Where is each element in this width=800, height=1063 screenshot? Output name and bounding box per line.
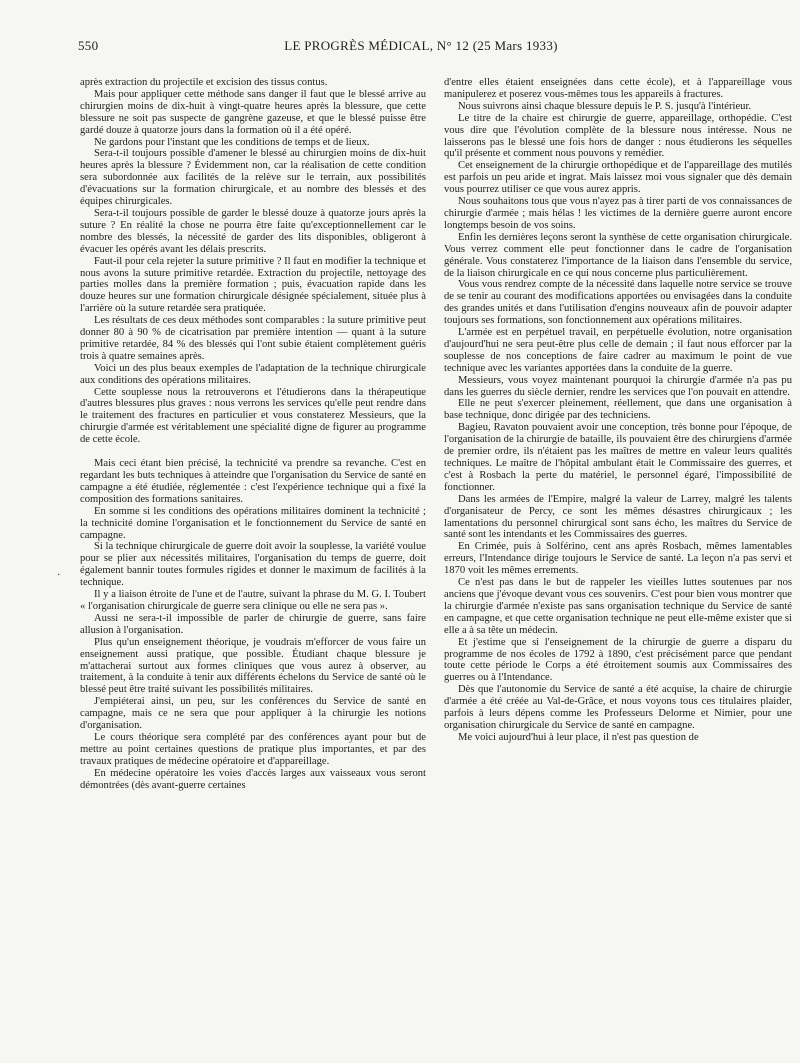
- paragraph: Sera-t-il toujours possible d'amener le blessé au chirurgien moins de dix-huit heures après la blessure ? Évidemment non, car la réalisation de cette condition sera subordonnée aux facilités de la relève sur le terrain, aux possibilités d'évacuations sur la formation chirurgicale, et au nombre des blessés et des équipes chirurgicales.: [80, 148, 426, 208]
- paragraph: Sera-t-il toujours possible de garder le blessé douze à quatorze jours après la suture ? En réalité la chose ne pourra être faite qu'exceptionnellement car le nombre des blessés, la nécessité de garder des lits disponibles, obligeront à évacuer les opérés avant les délais prescrits.: [80, 207, 426, 255]
- margin-mark: ·: [57, 570, 61, 581]
- paragraph: Ce n'est pas dans le but de rappeler les vieilles luttes soutenues par nos anciens que j'évoque devant vous ces souvenirs. C'est pour bien vous montrer que la chirurgie d'armée n'existe pas sans organisation technique du Service de santé en campagne, et que cette organisation technique ne peut elle-même exister que si elle a à sa tête un médecin.: [444, 577, 792, 636]
- paragraph: Voici un des plus beaux exemples de l'adaptation de la technique chirurgicale aux conditions des opérations militaires.: [80, 362, 426, 386]
- page-number: 550: [78, 38, 99, 53]
- paragraph: Dans les armées de l'Empire, malgré la valeur de Larrey, malgré les talents d'organisateur de Percy, ce sont les mêmes désastres chirurgicaux ; les lamentations du personnel chirurgical sont sans écho, les maîtres du Service de santé sont les intendants et les Commissaires des guerres.: [444, 493, 792, 541]
- paragraph: d'entre elles étaient enseignées dans cette école), et à l'appareillage vous manipulerez et poserez vous-mêmes tous les appareils à fractures.: [444, 77, 792, 100]
- paragraph: Enfin les dernières leçons seront la synthèse de cette organisation chirurgicale. Vous verrez comment elle peut fonctionner dans le cadre de l'organisation générale. Vous constaterez l'importance de la liaison dans l'ensemble du service, de la liaison chirurgicale en ce qui nous concerne plus particulièrement.: [444, 231, 792, 279]
- paragraph: Plus qu'un enseignement théorique, je voudrais m'efforcer de vous faire un enseignement aussi pratique, que possible. Étudiant chaque blessure je m'attacherai surtout aux formes cliniques que vous aurez à observer, au traitement, à la conduite à tenir aux différents échelons du Service de santé où le blessé peut être traité suivant les possibilités militaires.: [80, 636, 426, 696]
- paragraph: Le titre de la chaire est chirurgie de guerre, appareillage, orthopédie. C'est vous dire que l'évolution complète de la blessure nous intéresse. Nous ne laisserons pas le blessé une fois hors de danger : nous étudierons les séquelles qu'il présente et comment nous pouvons y remédier.: [444, 112, 792, 160]
- paragraph: Si la technique chirurgicale de guerre doit avoir la souplesse, la variété voulue pour se plier aux nécessités militaires, l'organisation du temps de guerre, doit également bannir toutes formules rigides et donner le maximum de facilités à la technique.: [80, 541, 426, 589]
- paragraph: Me voici aujourd'hui à leur place, il n'est pas question de: [458, 731, 699, 743]
- paragraph: En Crimée, puis à Solférino, cent ans après Rosbach, mêmes lamentables erreurs, l'Intendance dirige toujours le Service de santé. La leçon n'a pas servi et 1870 voit les mêmes errements.: [444, 541, 792, 577]
- paragraph: Mais ceci étant bien précisé, la technicité va prendre sa revanche. C'est en regardant les buts techniques à atteindre que l'organisation du Service de santé en campagne a été étudiée, réglementée : c'est l'expérience technique qui a fixé la composition des formations sanitaires.: [80, 458, 426, 505]
- left-column: [80, 77, 426, 791]
- right-column: [444, 77, 792, 744]
- paragraph: Cet enseignement de la chirurgie orthopédique et de l'appareillage des mutilés est parfois un peu aride et ingrat. Mais laissez moi vous signaler que dès demain vous pourrez utiliser ce que vous aurez appris.: [444, 160, 792, 196]
- paragraph: Vous vous rendrez compte de la nécessité dans laquelle notre service se trouve de se tenir au courant des modifications apportées ou envisagées dans la conduite des grandes unités et dans l'utilisation d'engins nouveaux afin de pouvoir adapter toujours ses formations, son fonctionnement aux opérations militaires.: [444, 279, 792, 327]
- running-title: LE PROGRÈS MÉDICAL, N° 12 (25 Mars 1933): [284, 38, 558, 53]
- paragraph: Nous suivrons ainsi chaque blessure depuis le P. S. jusqu'à l'intérieur.: [458, 100, 752, 112]
- paragraph: Les résultats de ces deux méthodes sont comparables : la suture primitive peut donner 80 à 90 % de cicatrisation par première intention — quant à la suture primitive retardée, 84 % des blessés qui l'ont subie étaient complètement guéris trois à quatre semaines après.: [80, 315, 426, 362]
- paragraph: Faut-il pour cela rejeter la suture primitive ? Il faut en modifier la technique et nous avons la suture primitive retardée. Extraction du projectile, nettoyage des parties molles dans la première formation ; puis, évacuation rapide dans les douze heures sur une formation chirurgicale désignée spécialement, située plus à l'arrière où la suture retardée sera pratiquée.: [80, 255, 426, 315]
- paragraph: Ne gardons pour l'instant que les conditions de temps et de lieux.: [94, 136, 370, 148]
- paragraph: Cette souplesse nous la retrouverons et l'étudierons dans la thérapeutique d'autres blessures plus graves : nous verrons les services qu'elle peut rendre dans le traitement des fractures en particulier et vous constaterez Messieurs, que la chirurgie d'armée est véritablement une spécialité digne de figurer au programme de cette école.: [80, 386, 426, 446]
- paragraph: En médecine opératoire les voies d'accès larges aux vaisseaux vous seront démontrées (dès avant-guerre certaines: [80, 767, 426, 791]
- paragraph: En somme si les conditions des opérations militaires dominent la technicité ; la technicité domine l'organisation et le fonctionnement du Service de santé en campagne.: [80, 505, 426, 541]
- paragraph: Il y a liaison étroite de l'une et de l'autre, suivant la phrase du M. G. I. Toubert « l'organisation chirurgicale de guerre sera clinique ou elle ne sera pas ».: [80, 589, 426, 612]
- paragraph: Aussi ne sera-t-il impossible de parler de chirurgie de guerre, sans faire allusion à l'organisation.: [80, 612, 426, 636]
- paragraph: Et j'estime que si l'enseignement de la chirurgie de guerre a disparu du programme de nos écoles de 1792 à 1890, c'est précisément parce que pendant toute cette période le Corps a été étroitement soumis aux Commissaires des guerres ou à l'Intendance.: [444, 636, 792, 684]
- paragraph: J'empiéterai ainsi, un peu, sur les conférences du Service de santé en campagne, mais ce ne sera que pour appliquer à la chirurgie les notions d'organisation.: [80, 696, 426, 732]
- paragraph: L'armée est en perpétuel travail, en perpétuelle évolution, notre organisation d'aujourd'hui ne sera peut-être plus celle de demain ; il faut nous efforcer par la souplesse de nos conceptions de faire cadrer au maximum le point de vue technique avec les variantes apportées dans la conduite de la guerre.: [444, 327, 792, 374]
- paragraph: Nous souhaitons tous que vous n'ayez pas à tirer parti de vos connaissances de chirurgie d'armée ; mais hélas ! les victimes de la dernière guerre auront encore longtemps besoin de vos soins.: [444, 196, 792, 231]
- paragraph: Bagieu, Ravaton pouvaient avoir une conception, très bonne pour l'époque, de l'organisation de la chirurgie de bataille, ils pouvaient être des chirurgiens d'armée de premier ordre, ils n'étaient pas les maîtres de mettre en valeur leurs qualités techniques. Le maître de l'hôpital ambulant était le Commissaire des guerres, et c'est à Rosbach la perte du matériel, le personnel égaré, l'impossibilité de fonctionner.: [444, 422, 793, 493]
- paragraph: Elle ne peut s'exercer pleinement, réellement, que dans une organisation à base technique, donc dirigée par des techniciens.: [444, 398, 792, 422]
- paragraph: Dès que l'autonomie du Service de santé a été acquise, la chaire de chirurgie d'armée a été créée au Val-de-Grâce, et nous voyons tous ces titulaires plaider, parfois à leurs dépens comme les Professeurs Delorme et Nimier, pour une organisation chirurgicale du Service de santé en campagne.: [444, 684, 792, 731]
- paragraph: Le cours théorique sera complété par des conférences ayant pour but de mettre au point certaines questions de pratique plus importantes, et par des travaux pratiques de médecine opératoire et d'appareillage.: [80, 731, 426, 767]
- paragraph: après extraction du projectile et excision des tissus contus.: [80, 77, 328, 88]
- running-header: [78, 38, 764, 58]
- paragraph: Mais pour appliquer cette méthode sans danger il faut que le blessé arrive au chirurgien moins de dix-huit à vingt-quatre heures après la blessure, que cette blessure ne soit pas suspecte de gangrène gazeuse, et que le blessé puisse être gardé douze à quatorze jours dans la formation où il a été opéré.: [80, 88, 426, 136]
- paragraph: Messieurs, vous voyez maintenant pourquoi la chirurgie d'armée n'a pas pu dans les guerres du siècle dernier, rendre les services que l'on pouvait en attendre.: [444, 374, 792, 398]
